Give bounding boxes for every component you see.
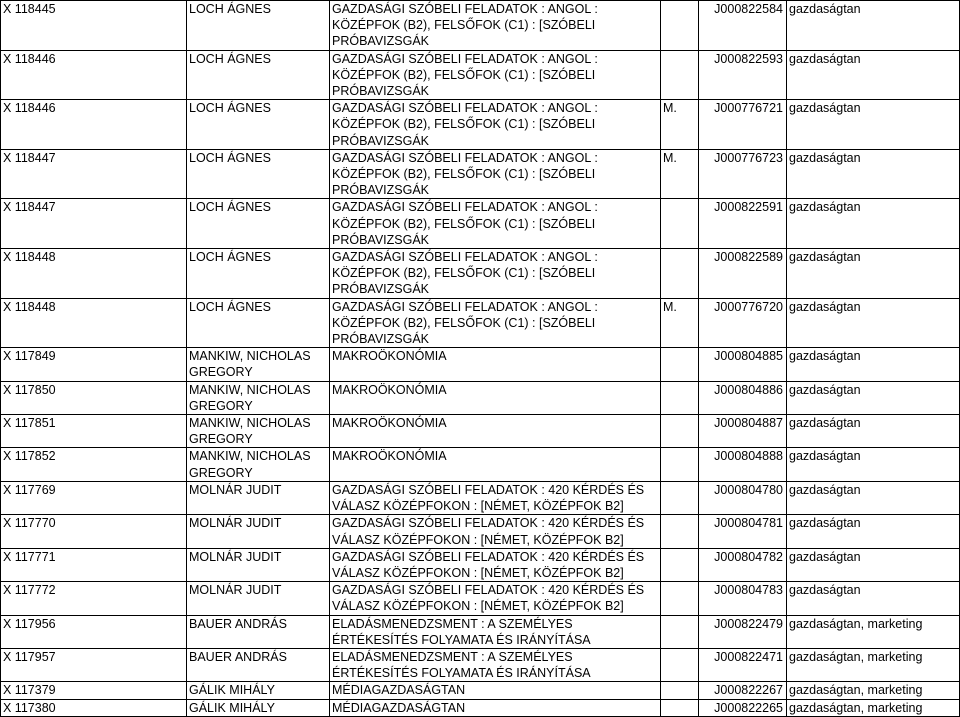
cell-subject: gazdaságtan [787, 515, 960, 548]
cell-code: J000804780 [699, 481, 787, 514]
cell-title: GAZDASÁGI SZÓBELI FELADATOK : ANGOL : KÖZÉPFOK (B2), FELSŐFOK (C1) : [SZÓBELI PRÓBAVIZSGÁK [330, 199, 661, 249]
cell-code: J000822479 [699, 615, 787, 648]
cell-mark [661, 1, 699, 51]
cell-code: J000776723 [699, 149, 787, 199]
cell-mark [661, 415, 699, 448]
cell-subject: gazdaságtan, marketing [787, 648, 960, 681]
cell-id: X 117771 [1, 548, 187, 581]
cell-mark [661, 682, 699, 699]
cell-title: GAZDASÁGI SZÓBELI FELADATOK : ANGOL : KÖZÉPFOK (B2), FELSŐFOK (C1) : [SZÓBELI PRÓBAVIZSGÁK [330, 50, 661, 100]
cell-title: ELADÁSMENEDZSMENT : A SZEMÉLYES ÉRTÉKESÍTÉS FOLYAMATA ÉS IRÁNYÍTÁSA [330, 615, 661, 648]
cell-author: MANKIW, NICHOLAS GREGORY [187, 448, 330, 481]
cell-author: GÁLIK MIHÁLY [187, 699, 330, 716]
cell-mark [661, 348, 699, 381]
cell-subject: gazdaságtan, marketing [787, 615, 960, 648]
cell-id: X 117380 [1, 699, 187, 716]
cell-code: J000804887 [699, 415, 787, 448]
cell-id: X 117769 [1, 481, 187, 514]
cell-author: LOCH ÁGNES [187, 1, 330, 51]
cell-code: J000804783 [699, 582, 787, 615]
cell-subject: gazdaságtan [787, 348, 960, 381]
cell-mark: M. [661, 298, 699, 348]
cell-title: GAZDASÁGI SZÓBELI FELADATOK : 420 KÉRDÉS ÉS VÁLASZ KÖZÉPFOKON : [NÉMET, KÖZÉPFOK B2] [330, 582, 661, 615]
cell-title: MÉDIAGAZDASÁGTAN [330, 682, 661, 699]
cell-mark: M. [661, 149, 699, 199]
table-row [1, 381, 960, 414]
table-row [1, 648, 960, 681]
cell-subject: gazdaságtan, marketing [787, 699, 960, 716]
table-row [1, 348, 960, 381]
cell-code: J000804886 [699, 381, 787, 414]
cell-subject: gazdaságtan [787, 448, 960, 481]
cell-author: MANKIW, NICHOLAS GREGORY [187, 415, 330, 448]
cell-author: LOCH ÁGNES [187, 298, 330, 348]
cell-mark [661, 548, 699, 581]
cell-id: X 117956 [1, 615, 187, 648]
table-row [1, 50, 960, 100]
cell-mark [661, 699, 699, 716]
cell-author: MANKIW, NICHOLAS GREGORY [187, 348, 330, 381]
cell-mark [661, 481, 699, 514]
cell-title: GAZDASÁGI SZÓBELI FELADATOK : ANGOL : KÖZÉPFOK (B2), FELSŐFOK (C1) : [SZÓBELI PRÓBAVIZSGÁK [330, 1, 661, 51]
table-row [1, 481, 960, 514]
table-row [1, 682, 960, 699]
cell-id: X 118448 [1, 249, 187, 299]
cell-subject: gazdaságtan [787, 50, 960, 100]
cell-subject: gazdaságtan [787, 100, 960, 150]
cell-id: X 117850 [1, 381, 187, 414]
table-row [1, 615, 960, 648]
cell-mark [661, 615, 699, 648]
table-row [1, 199, 960, 249]
cell-author: MOLNÁR JUDIT [187, 548, 330, 581]
cell-author: MOLNÁR JUDIT [187, 481, 330, 514]
cell-id: X 117772 [1, 582, 187, 615]
cell-id: X 118446 [1, 100, 187, 150]
cell-subject: gazdaságtan [787, 298, 960, 348]
cell-title: GAZDASÁGI SZÓBELI FELADATOK : 420 KÉRDÉS ÉS VÁLASZ KÖZÉPFOKON : [NÉMET, KÖZÉPFOK B2] [330, 515, 661, 548]
cell-code: J000822589 [699, 249, 787, 299]
cell-mark [661, 249, 699, 299]
cell-title: GAZDASÁGI SZÓBELI FELADATOK : 420 KÉRDÉS ÉS VÁLASZ KÖZÉPFOKON : [NÉMET, KÖZÉPFOK B2] [330, 548, 661, 581]
cell-mark [661, 582, 699, 615]
cell-title: MAKROÖKONÓMIA [330, 415, 661, 448]
cell-code: J000822593 [699, 50, 787, 100]
cell-subject: gazdaságtan [787, 381, 960, 414]
cell-subject: gazdaságtan [787, 548, 960, 581]
cell-title: GAZDASÁGI SZÓBELI FELADATOK : ANGOL : KÖZÉPFOK (B2), FELSŐFOK (C1) : [SZÓBELI PRÓBAVIZSGÁK [330, 298, 661, 348]
cell-id: X 117849 [1, 348, 187, 381]
cell-author: LOCH ÁGNES [187, 149, 330, 199]
table-row [1, 548, 960, 581]
cell-code: J000804782 [699, 548, 787, 581]
cell-title: MAKROÖKONÓMIA [330, 381, 661, 414]
cell-subject: gazdaságtan [787, 481, 960, 514]
cell-id: X 117851 [1, 415, 187, 448]
cell-mark: M. [661, 100, 699, 150]
cell-author: MOLNÁR JUDIT [187, 515, 330, 548]
cell-mark [661, 648, 699, 681]
cell-id: X 117379 [1, 682, 187, 699]
cell-code: J000776720 [699, 298, 787, 348]
cell-subject: gazdaságtan [787, 582, 960, 615]
table-row [1, 249, 960, 299]
cell-id: X 118447 [1, 199, 187, 249]
cell-title: GAZDASÁGI SZÓBELI FELADATOK : ANGOL : KÖZÉPFOK (B2), FELSŐFOK (C1) : [SZÓBELI PRÓBAVIZSGÁK [330, 249, 661, 299]
table-row [1, 448, 960, 481]
cell-code: J000822591 [699, 199, 787, 249]
cell-mark [661, 515, 699, 548]
cell-code: J000804888 [699, 448, 787, 481]
cell-title: MÉDIAGAZDASÁGTAN [330, 699, 661, 716]
cell-id: X 117957 [1, 648, 187, 681]
cell-id: X 117852 [1, 448, 187, 481]
table-row [1, 699, 960, 716]
cell-author: MOLNÁR JUDIT [187, 582, 330, 615]
cell-author: LOCH ÁGNES [187, 100, 330, 150]
cell-author: BAUER ANDRÁS [187, 648, 330, 681]
table-row [1, 582, 960, 615]
cell-id: X 118447 [1, 149, 187, 199]
cell-subject: gazdaságtan [787, 415, 960, 448]
cell-author: MANKIW, NICHOLAS GREGORY [187, 381, 330, 414]
cell-subject: gazdaságtan [787, 149, 960, 199]
table-row [1, 1, 960, 51]
cell-title: GAZDASÁGI SZÓBELI FELADATOK : ANGOL : KÖZÉPFOK (B2), FELSŐFOK (C1) : [SZÓBELI PRÓBAVIZSGÁK [330, 149, 661, 199]
cell-id: X 118445 [1, 1, 187, 51]
cell-id: X 118448 [1, 298, 187, 348]
cell-subject: gazdaságtan [787, 199, 960, 249]
cell-mark [661, 381, 699, 414]
cell-author: LOCH ÁGNES [187, 199, 330, 249]
cell-subject: gazdaságtan [787, 1, 960, 51]
table-row [1, 415, 960, 448]
cell-code: J000822265 [699, 699, 787, 716]
cell-author: GÁLIK MIHÁLY [187, 682, 330, 699]
cell-title: GAZDASÁGI SZÓBELI FELADATOK : 420 KÉRDÉS ÉS VÁLASZ KÖZÉPFOKON : [NÉMET, KÖZÉPFOK B2] [330, 481, 661, 514]
table-row [1, 100, 960, 150]
cell-code: J000804885 [699, 348, 787, 381]
table-row [1, 298, 960, 348]
cell-code: J000822584 [699, 1, 787, 51]
cell-mark [661, 50, 699, 100]
cell-id: X 118446 [1, 50, 187, 100]
cell-code: J000776721 [699, 100, 787, 150]
cell-author: BAUER ANDRÁS [187, 615, 330, 648]
cell-subject: gazdaságtan [787, 249, 960, 299]
cell-id: X 117770 [1, 515, 187, 548]
cell-subject: gazdaságtan, marketing [787, 682, 960, 699]
cell-code: J000804781 [699, 515, 787, 548]
table-row [1, 149, 960, 199]
cell-title: MAKROÖKONÓMIA [330, 348, 661, 381]
cell-code: J000822267 [699, 682, 787, 699]
cell-mark [661, 448, 699, 481]
table-row [1, 515, 960, 548]
catalog-rows [1, 1, 960, 717]
cell-title: MAKROÖKONÓMIA [330, 448, 661, 481]
cell-code: J000822471 [699, 648, 787, 681]
cell-author: LOCH ÁGNES [187, 249, 330, 299]
cell-title: GAZDASÁGI SZÓBELI FELADATOK : ANGOL : KÖZÉPFOK (B2), FELSŐFOK (C1) : [SZÓBELI PRÓBAVIZSGÁK [330, 100, 661, 150]
cell-author: LOCH ÁGNES [187, 50, 330, 100]
cell-title: ELADÁSMENEDZSMENT : A SZEMÉLYES ÉRTÉKESÍTÉS FOLYAMATA ÉS IRÁNYÍTÁSA [330, 648, 661, 681]
cell-mark [661, 199, 699, 249]
